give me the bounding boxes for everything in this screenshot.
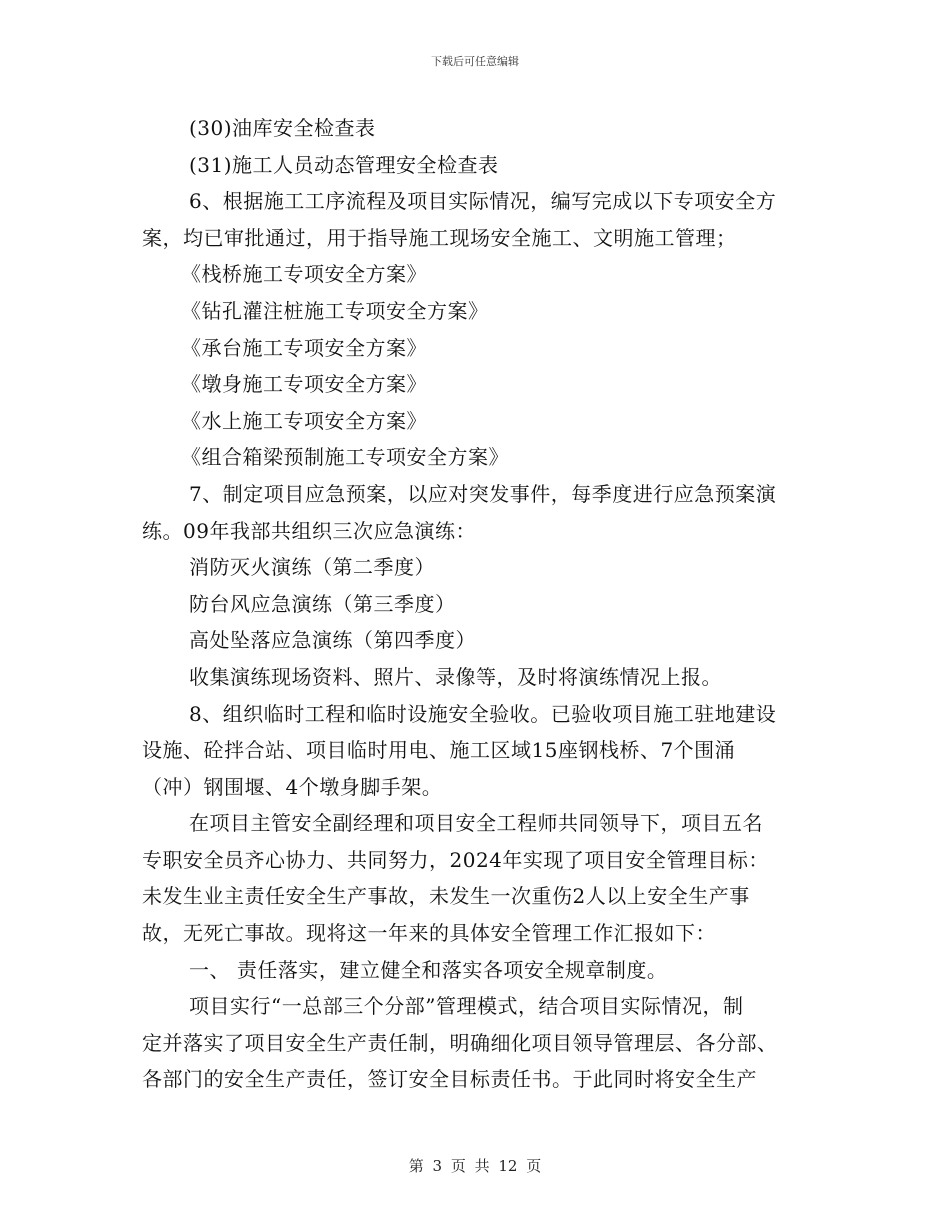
text-line: 《栈桥施工专项安全方案》: [181, 262, 427, 287]
text-line: 《水上施工专项安全方案》: [181, 408, 427, 433]
text-line: 防台风应急演练（第三季度）: [189, 591, 456, 616]
text-line: 《钻孔灌注桩施工专项安全方案》: [181, 298, 489, 323]
text-line: 8、组织临时工程和临时设施安全验收。已验收项目施工驻地建设: [189, 701, 777, 726]
text-line: 项目实行“一总部三个分部”管理模式，结合项目实际情况，制: [189, 994, 744, 1019]
text-line: 专职安全员齐心协力、共同努力，2024年实现了项目安全管理目标：: [142, 847, 769, 872]
text-line: 练。09年我部共组织三次应急演练：: [142, 518, 476, 543]
section-heading: 一、 责任落实，建立健全和落实各项安全规章制度。: [189, 957, 668, 982]
text-line: 定并落实了项目安全生产责任制，明确细化项目领导管理层、各分部、: [142, 1030, 778, 1055]
text-line: 收集演练现场资料、照片、录像等，及时将演练情况上报。: [189, 664, 722, 689]
page-number-footer: 第 3 页 共 12 页: [408, 1157, 542, 1175]
text-line: (30)油库安全检查表: [189, 116, 376, 140]
text-line: 消防灭火演练（第二季度）: [189, 555, 435, 580]
text-line: （冲）钢围堰、4个墩身脚手架。: [142, 774, 443, 799]
text-line: (31)施工人员动态管理安全检查表: [189, 152, 499, 177]
text-line: 《墩身施工专项安全方案》: [181, 372, 427, 397]
text-line: 案，均已审批通过，用于指导施工现场安全施工、文明施工管理；: [142, 225, 737, 250]
text-line: 《承台施工专项安全方案》: [181, 335, 427, 360]
text-line: 故，无死亡事故。现将这一年来的具体安全管理工作汇报如下：: [142, 921, 716, 946]
text-line: 未发生业主责任安全生产事故，未发生一次重伤2人以上安全生产事: [142, 884, 750, 909]
page-header: 下载后可任意编辑: [431, 55, 519, 68]
document-body: [142, 110, 812, 1098]
text-line: 在项目主管安全副经理和项目安全工程师共同领导下，项目五名: [189, 811, 763, 836]
text-line: 高处坠落应急演练（第四季度）: [189, 628, 476, 653]
text-line: 设施、砼拌合站、项目临时用电、施工区域15座钢栈桥、7个围涌: [142, 738, 736, 763]
text-line: 7、制定项目应急预案，以应对突发事件，每季度进行应急预案演: [189, 481, 777, 506]
text-line: 6、根据施工工序流程及项目实际情况，编写完成以下专项安全方: [189, 189, 777, 214]
text-line: 各部门的安全生产责任，签订安全目标责任书。于此同时将安全生产: [142, 1067, 757, 1092]
text-line: 《组合箱梁预制施工专项安全方案》: [181, 445, 509, 470]
